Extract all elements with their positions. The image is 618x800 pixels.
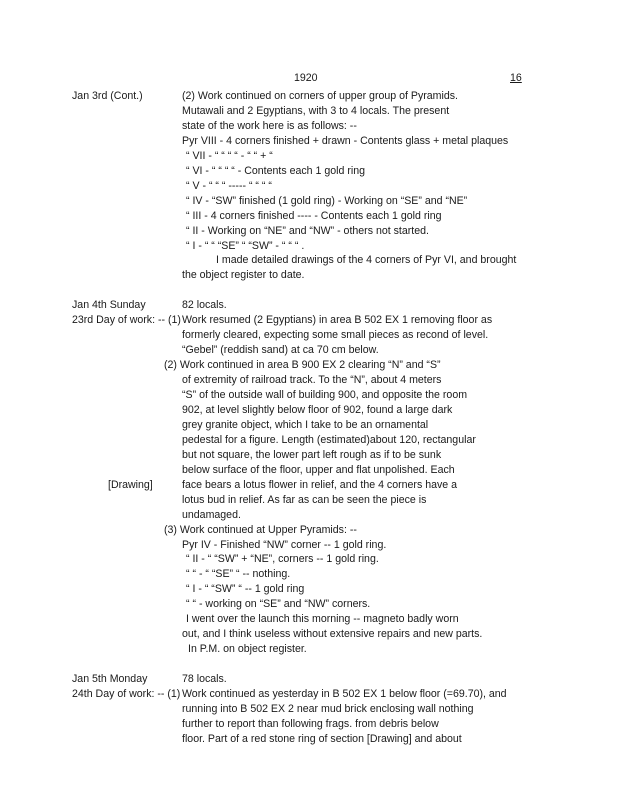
diary-line <box>0 732 618 747</box>
diary-line <box>0 298 618 313</box>
entry-text: “ II - “ “SW” + “NE”, corners -- 1 gold ring. <box>186 553 379 566</box>
entry-text: “ IV - “SW” finished (1 gold ring) - Working on “SE” and “NE” <box>186 194 468 207</box>
diary-line <box>0 239 618 254</box>
diary-line <box>0 313 618 328</box>
entry-text: “Gebel” (reddish sand) at ca 70 cm below. <box>182 344 379 357</box>
date-label: Jan 3rd (Cont.) <box>72 90 143 102</box>
diary-line <box>0 134 618 149</box>
entry-text: running into B 502 EX 2 near mud brick enclosing wall nothing <box>182 702 474 715</box>
diary-line <box>0 552 618 567</box>
entry-text: “ “ - “ “SE” “ -- nothing. <box>186 568 291 581</box>
diary-line <box>0 717 618 732</box>
entry-text: 902, at level slightly below floor of 902, found a large dark <box>182 403 453 416</box>
entry-text: “ I - “ “SW” “ -- 1 gold ring <box>186 583 305 596</box>
page-year: 1920 <box>294 72 318 84</box>
entry-text: Pyr VIII - 4 corners finished + drawn - Contents glass + metal plaques <box>182 134 509 147</box>
diary-line <box>0 164 618 179</box>
diary-line <box>0 268 618 283</box>
entry-text: (3) Work continued at Upper Pyramids: -- <box>164 523 357 536</box>
entry-text: In P.M. on object register. <box>188 643 307 656</box>
diary-line <box>0 388 618 403</box>
diary-line <box>0 508 618 523</box>
entry-text: formerly cleared, expecting some small pieces as recond of level. <box>182 329 489 342</box>
diary-line <box>0 253 618 268</box>
diary-line <box>0 179 618 194</box>
diary-line <box>0 463 618 478</box>
entry-text: Work resumed (2 Egyptians) in area B 502 EX 1 removing floor as <box>182 314 493 327</box>
entry-text: state of the work here is as follows: -- <box>182 119 357 132</box>
entry-text: of extremity of railroad track. To the “N”, about 4 meters <box>182 374 442 387</box>
diary-line <box>0 89 618 104</box>
entry-text: “ I - “ “ “SE” “ “SW” - “ “ “ . <box>186 239 305 252</box>
diary-line <box>0 403 618 418</box>
entry-text: “ VI - “ “ “ “ - Contents each 1 gold ring <box>186 164 365 177</box>
diary-line <box>0 209 618 224</box>
entry-text: below surface of the floor, upper and flat unpolished. Each <box>182 463 455 476</box>
entry-text: lotus bud in relief. As far as can be seen the piece is <box>182 493 427 506</box>
entry-text: “ III - 4 corners finished ---- - Contents each 1 gold ring <box>186 209 442 222</box>
diary-line <box>0 104 618 119</box>
entry-text: I went over the launch this morning -- magneto badly worn <box>186 613 459 626</box>
diary-line <box>0 418 618 433</box>
entry-text: further to report than following frags. from debris below <box>182 717 439 730</box>
diary-line <box>0 597 618 612</box>
diary-line <box>0 149 618 164</box>
diary-line <box>0 433 618 448</box>
entry-text: Mutawali and 2 Egyptians, with 3 to 4 locals. The present <box>182 104 450 117</box>
diary-line <box>0 328 618 343</box>
entry-text: but not square, the lower part left rough as if to be sunk <box>182 448 442 461</box>
page-number: 16 <box>510 72 522 84</box>
diary-line <box>0 672 618 687</box>
date-label: 24th Day of work: -- (1) <box>72 688 181 700</box>
diary-line <box>0 493 618 508</box>
diary-line <box>0 627 618 642</box>
diary-line <box>0 642 618 657</box>
diary-line <box>0 358 618 373</box>
entry-text: “ VII - “ “ “ “ - “ “ + “ <box>186 149 273 162</box>
diary-line <box>0 687 618 702</box>
entry-text: undamaged. <box>182 508 241 521</box>
date-label: 23rd Day of work: -- (1) <box>72 314 181 327</box>
diary-line <box>0 194 618 209</box>
entry-text: Pyr IV - Finished “NW” corner -- 1 gold ring. <box>182 538 387 551</box>
entry-text: “ “ - working on “SE” and “NW” corners. <box>186 598 371 611</box>
entry-text: (2) Work continued on corners of upper group of Pyramids. <box>182 90 458 102</box>
diary-line <box>0 612 618 627</box>
diary-line <box>0 448 618 463</box>
entry-text: grey granite object, which I take to be an ornamental <box>182 418 429 431</box>
diary-line <box>0 283 618 298</box>
diary-line <box>0 538 618 553</box>
entry-text: I made detailed drawings of the 4 corners of Pyr VI, and brought <box>216 254 517 267</box>
date-label: Jan 4th Sunday <box>72 299 146 312</box>
diary-line <box>0 582 618 597</box>
entry-text: “ V - “ “ “ ----- “ “ “ “ <box>186 179 272 192</box>
entry-text: Work continued as yesterday in B 502 EX 1 below floor (=69.70), and <box>182 688 507 700</box>
entry-text: the object register to date. <box>182 269 305 282</box>
diary-line <box>0 343 618 358</box>
diary-line <box>0 478 618 493</box>
diary-line <box>0 119 618 134</box>
entry-text: floor. Part of a red stone ring of section [Drawing] and about <box>182 732 462 745</box>
diary-line <box>0 657 618 672</box>
entry-text: face bears a lotus flower in relief, and the 4 corners have a <box>182 478 458 491</box>
entry-text: out, and I think useless without extensive repairs and new parts. <box>182 628 483 641</box>
diary-line <box>0 373 618 388</box>
entry-text: (2) Work continued in area B 900 EX 2 clearing “N” and “S” <box>164 359 441 372</box>
entry-text: 82 locals. <box>182 299 227 312</box>
diary-line <box>0 702 618 717</box>
entry-text: 78 locals. <box>182 673 227 686</box>
entry-text: “S” of the outside wall of building 900, and opposite the room <box>182 389 468 401</box>
diary-line <box>0 224 618 239</box>
diary-line <box>0 567 618 582</box>
date-label: Jan 5th Monday <box>72 673 148 686</box>
diary-line <box>0 523 618 538</box>
date-label: [Drawing] <box>108 478 153 491</box>
entry-text: “ II - Working on “NE” and “NW” - others not started. <box>186 224 429 237</box>
entry-text: pedestal for a figure. Length (estimated)about 120, rectangular <box>182 433 476 446</box>
